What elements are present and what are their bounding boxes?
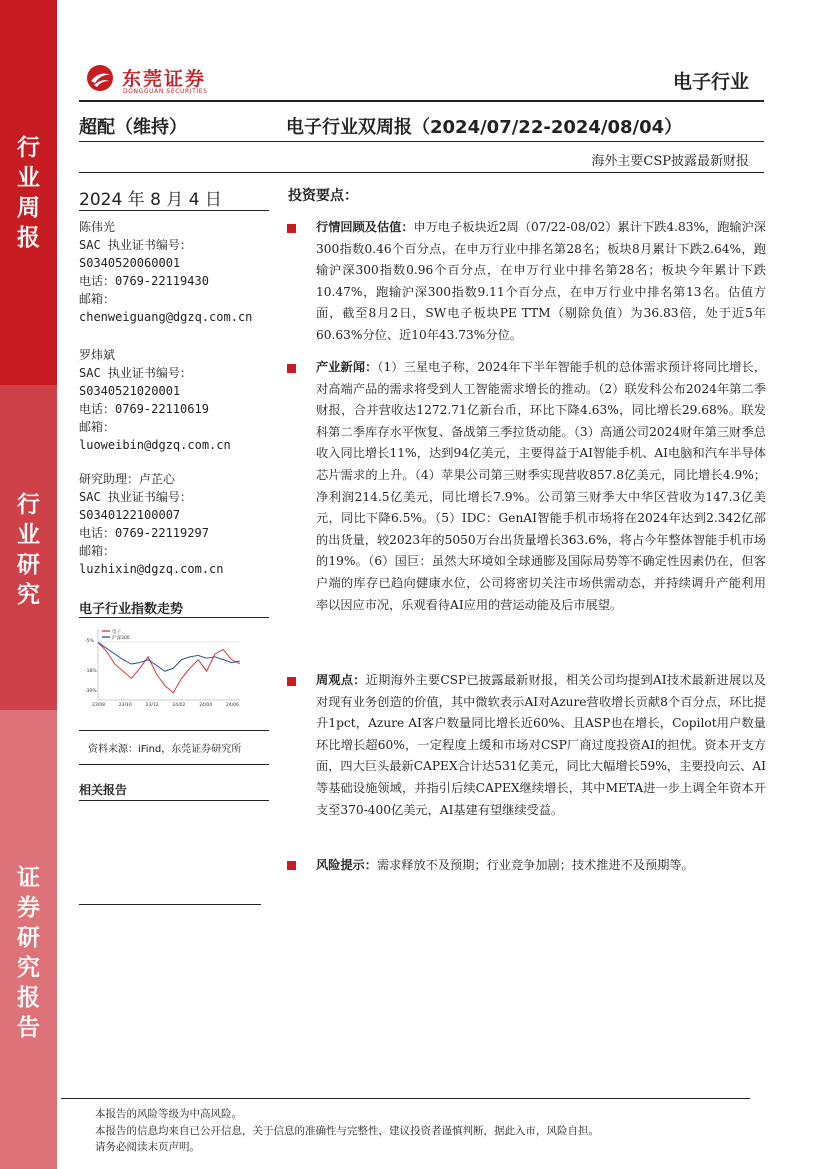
analyst-block-2 <box>79 346 231 454</box>
footer-line-risk: 本报告的风险等级为中高风险。 <box>95 1108 242 1120</box>
key-point-text: 近期海外主要CSP已披露最新财报，相关公司均提到AI技术最新进展以及对现有业务创造的价值，其中微软表示AI对Azure营收增长贡献8个百分点，环比提升1pct，Azure AI客户数量同比增长近60%、且ASP也在增长，Copilot用户数量环比增长超60%，一定程度上缓和市场对CSP厂商过度投资AI的担忧。资本开支方面，四大巨头最新CAPEX合计达531亿美元，同比大幅增长59%，主要投向云、AI等基础设施领域，并指引后续CAPEX继续增长，其中META进一步上调全年资本开支至370-400亿美元，AI基建有望继续受益。 <box>316 673 766 817</box>
header-divider <box>79 100 764 102</box>
left-sidebar <box>0 0 57 1169</box>
chart-y-labels <box>85 638 97 694</box>
chart-legend <box>102 628 130 641</box>
analyst-name: 陈伟光 <box>79 220 116 234</box>
chart-lines <box>98 642 240 692</box>
key-point-text: 申万电子板块近2周（07/22-08/02）累计下跌4.83%，跑输沪深300指数0.46个百分点，在申万行业中排名第28名；板块8月累计下跌2.64%，跑输沪深300指数0.96个百分点，在申万行业中排名第28名；板块今年累计下跌10.47%，跑输沪深300指数9.11个百分点，在申万行业中排名第13名。估值方面，截至8月2日，SW电子板块PE TTM（剔除负值）为36.83倍，处于近5年60.63%分位、近10年43.73%分位。 <box>316 220 766 342</box>
key-point-text: （1）三星电子称，2024年下半年智能手机的总体需求预计将同比增长，对高端产品的需求将受到人工智能需求增长的推动。（2）联发科公布2024年第二季财报，合并营收达1272.71亿新台币，环比下降4.63%，同比增长29.68%。联发科第二季库存水平恢复、备战第三季拉货动能。（3）高通公司2024财年第三财季总收入同比增长11%，达到94亿美元，主要得益于AI智能手机、AI电脑和汽车半导体芯片需求的上升。（4）苹果公司第三财季实现营收857.8亿美元，同比增长4.9%；净利润214.5亿美元，同比增长7.9%。公司第三财季大中华区营收为147.3亿美元，同比下降6.5%。（5）IDC：GenAI智能手机市场将在2024年达到2.342亿部的出货量，较2023年的5050万台出货量增长363.6%，将占今年整体智能手机市场的19%。（6）国巨：虽然大环境如全球通膨及国际局势等不确定性因素仍在，但客户端的库存已趋向健康水位，公司将密切关注市场供需动态，并持续调升产能利用率以因应市况，乐观看待AI应用的营运动能及后市展望。 <box>316 360 766 612</box>
x-tick-label: 23/12 <box>145 703 159 708</box>
key-point-text: 需求释放不及预期；行业竞争加剧；技术推进不及预期等。 <box>376 858 694 872</box>
x-tick-label: 24/02 <box>172 703 186 708</box>
index-trend-chart <box>84 622 244 708</box>
legend-label: 沪深300 <box>112 636 130 641</box>
chart-source: 资料来源：iFind，东莞证券研究所 <box>88 744 242 755</box>
logo-mark-icon <box>86 64 114 92</box>
analyst-cert: S0340520060001 <box>79 256 181 270</box>
index-title-divider <box>79 617 269 618</box>
bullet-square-icon <box>287 861 296 870</box>
x-tick-label: 24/06 <box>226 703 239 708</box>
report-title: 电子行业双周报（2024/07/22-2024/08/04） <box>286 117 683 138</box>
related-divider <box>79 800 269 801</box>
analyst-email-label: 邮箱： <box>79 544 116 558</box>
date-divider <box>79 210 269 211</box>
bullet-square-icon <box>287 364 296 373</box>
sidebar-block-research <box>0 385 57 710</box>
subtitle-divider <box>79 172 764 173</box>
source-top-divider <box>79 730 269 731</box>
analyst-cert-label: SAC 执业证书编号： <box>79 366 192 380</box>
title-divider <box>79 141 764 142</box>
x-tick-label: 23/10 <box>118 703 132 708</box>
analyst-name: 罗炜斌 <box>79 348 116 362</box>
rating-label: 超配（维持） <box>79 117 187 138</box>
report-date: 2024 年 8 月 4 日 <box>79 190 222 210</box>
analyst-cert: S0340521020001 <box>79 384 181 398</box>
key-point-label: 行情回顾及估值： <box>316 220 414 234</box>
analyst-email: chenweiguang@dgzq.com.cn <box>79 310 253 324</box>
key-point-label: 周观点： <box>316 673 366 687</box>
analyst-email-label: 邮箱： <box>79 292 116 306</box>
key-point-label: 风险提示： <box>316 858 377 872</box>
report-subtitle: 海外主要CSP披露最新财报 <box>591 154 749 169</box>
chart-x-labels <box>92 702 239 708</box>
footer-line-notice: 请务必阅读末页声明。 <box>95 1141 200 1153</box>
logo-text-en: DONGGUAN SECURITIES <box>123 88 208 95</box>
analyst-block-3 <box>79 470 224 578</box>
source-bottom-divider <box>79 764 269 765</box>
analyst-name: 研究助理：卢芷心 <box>79 472 176 486</box>
analyst-email: luoweibin@dgzq.com.cn <box>79 438 231 452</box>
analyst-phone: 电话：0769-22119297 <box>79 526 209 540</box>
key-point-risk <box>316 855 766 877</box>
y-tick-label: -30% <box>85 689 97 694</box>
x-tick-label: 24/04 <box>199 703 213 708</box>
key-point-label: 产业新闻： <box>316 360 378 374</box>
footer-disclaimer <box>95 1106 599 1156</box>
analyst-email-label: 邮箱： <box>79 420 116 434</box>
footer-divider <box>61 1098 750 1099</box>
sidebar-block-report <box>0 710 57 1169</box>
analyst-phone: 电话：0769-22110619 <box>79 402 209 416</box>
sidebar-label-weekly: 行 业 周 报 <box>17 135 40 251</box>
industry-label: 电子行业 <box>672 71 749 93</box>
key-point-industry-news <box>316 357 766 616</box>
x-tick-label: 23/08 <box>92 703 105 708</box>
logo-text-cn: 东莞证券 <box>122 68 207 90</box>
series-line-0 <box>98 642 240 692</box>
key-point-market-review <box>316 217 766 347</box>
analyst-cert-label: SAC 执业证书编号： <box>79 238 192 252</box>
y-tick-label: -18% <box>85 669 97 674</box>
analyst-block-1 <box>79 218 252 326</box>
analyst-phone: 电话：0769-22119430 <box>79 274 209 288</box>
analyst-email: luzhixin@dgzq.com.cn <box>79 562 224 576</box>
sidebar-block-weekly <box>0 0 57 385</box>
sidebar-label-report: 证 券 研 究 报 告 <box>17 865 40 1041</box>
y-tick-label: -5% <box>85 639 94 644</box>
index-trend-title: 电子行业指数走势 <box>79 602 184 617</box>
bullet-square-icon <box>287 224 296 233</box>
key-point-weekly-view <box>316 670 766 821</box>
related-reports-title: 相关报告 <box>79 783 128 797</box>
bullet-square-icon <box>287 677 296 686</box>
sidebar-label-research: 行 业 研 究 <box>17 492 40 608</box>
analyst-cert-label: SAC 执业证书编号： <box>79 490 192 504</box>
footer-line-info: 本报告的信息均来自已公开信息，关于信息的准确性与完整性，建议投资者谨慎判断，据此入市，风险自担。 <box>95 1124 599 1137</box>
analyst-cert: S0340122100007 <box>79 508 181 522</box>
related-bottom-divider <box>79 904 261 905</box>
legend-label: 电子 <box>112 630 121 635</box>
key-points-heading: 投资要点： <box>288 188 358 204</box>
series-line-1 <box>98 642 240 671</box>
